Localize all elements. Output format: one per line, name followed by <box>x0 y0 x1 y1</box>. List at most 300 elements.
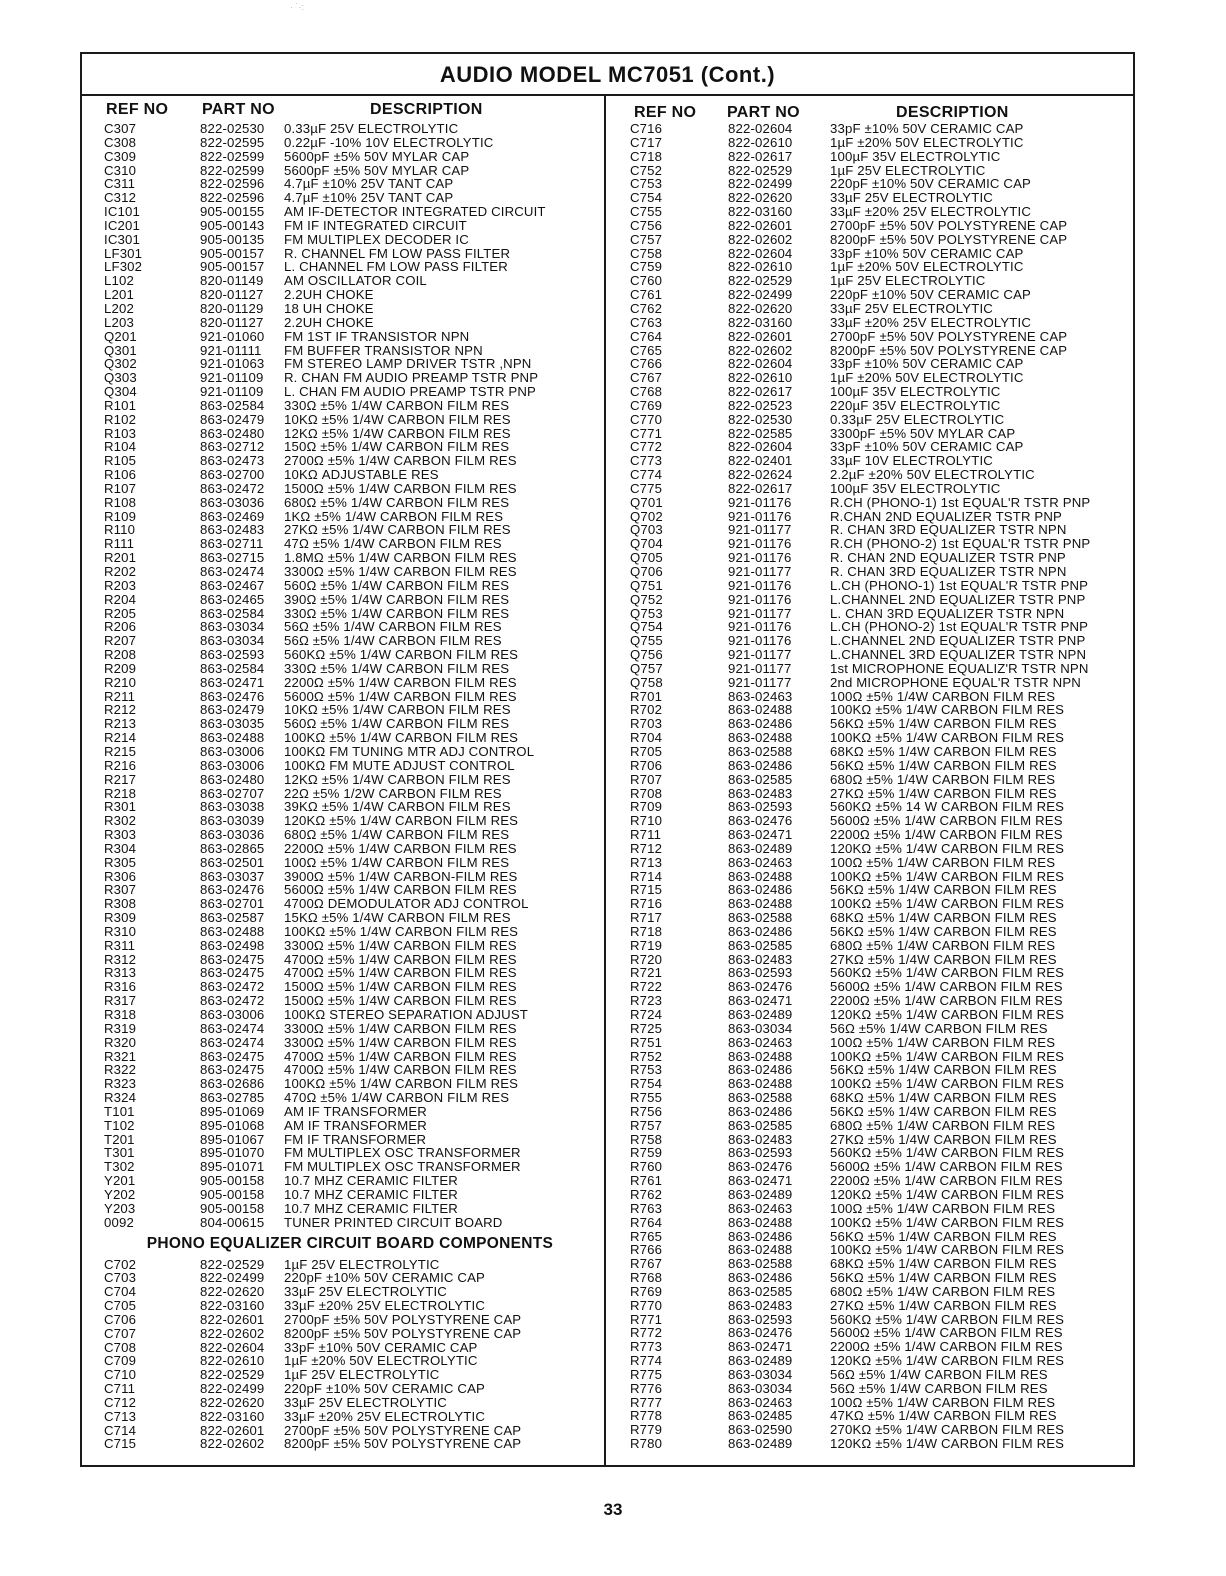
description-cell: L.CH (PHONO-1) 1st EQUAL'R TSTR PNP <box>830 577 1089 593</box>
table-row <box>100 593 600 607</box>
table-row <box>100 1368 600 1382</box>
part-no-cell: 921-01176 <box>728 591 792 607</box>
left-rows <box>100 122 600 1230</box>
description-cell: 33pF ±10% 50V CERAMIC CAP <box>830 245 1024 261</box>
ref-no-cell: R101 <box>104 397 137 413</box>
table-row <box>100 634 600 648</box>
part-no-cell: 863-02701 <box>200 896 265 912</box>
description-cell: 33pF ±10% 50V CERAMIC CAP <box>830 356 1024 372</box>
ref-no-cell: R106 <box>104 467 137 483</box>
description-cell: FM 1ST IF TRANSISTOR NPN <box>284 328 470 344</box>
ref-no-cell: Q201 <box>104 328 137 344</box>
part-no-cell: 822-02601 <box>200 1311 265 1327</box>
description-cell: 8200pF ±5% 50V POLYSTYRENE CAP <box>284 1325 522 1341</box>
part-no-cell: 863-02471 <box>728 1173 793 1189</box>
description-cell: 0.22µF -10% 10V ELECTROLYTIC <box>284 134 494 150</box>
description-cell: 0.33µF 25V ELECTROLYTIC <box>284 121 459 136</box>
part-no-cell: 863-02488 <box>728 1214 793 1230</box>
table-row <box>626 842 1131 856</box>
ref-no-cell: L203 <box>104 314 134 330</box>
description-cell: 10.7 MHZ CERAMIC FILTER <box>284 1186 458 1202</box>
ref-no-cell: L102 <box>104 273 134 289</box>
part-no-cell: 863-02479 <box>200 411 265 427</box>
description-cell: 10.7 MHZ CERAMIC FILTER <box>284 1173 458 1189</box>
ref-no-cell: R109 <box>104 508 137 524</box>
table-row <box>626 925 1131 939</box>
description-cell: R. CHAN FM AUDIO PREAMP TSTR PNP <box>284 370 539 386</box>
header-description: DESCRIPTION <box>370 101 483 118</box>
part-no-cell: 863-02483 <box>200 522 265 538</box>
table-row <box>626 800 1131 814</box>
part-no-cell: 863-02498 <box>200 937 265 953</box>
ref-no-cell: R712 <box>630 840 663 856</box>
table-row <box>626 953 1131 967</box>
description-cell: 27KΩ ±5% 1/4W CARBON FILM RES <box>830 951 1057 967</box>
ref-no-cell: Y201 <box>104 1173 136 1189</box>
table-row <box>626 247 1131 261</box>
description-cell: 390Ω ±5% 1/4W CARBON FILM RES <box>284 591 510 607</box>
ref-no-cell: R725 <box>630 1020 663 1036</box>
ref-no-cell: C771 <box>630 425 663 441</box>
description-cell: 4.7µF ±10% 25V TANT CAP <box>284 190 454 206</box>
part-no-cell: 822-02620 <box>728 190 793 206</box>
part-no-cell: 905-00143 <box>200 217 265 233</box>
part-no-cell: 863-02489 <box>728 840 793 856</box>
table-row <box>626 385 1131 399</box>
ref-no-cell: 0092 <box>104 1214 134 1230</box>
part-no-cell: 863-02590 <box>728 1422 793 1438</box>
description-cell: 33µF 25V ELECTROLYTIC <box>830 190 993 206</box>
part-no-cell: 863-02486 <box>728 1270 793 1286</box>
part-no-cell: 863-03036 <box>200 494 265 510</box>
ref-no-cell: R767 <box>630 1256 663 1272</box>
table-row <box>100 731 600 745</box>
description-cell: 33pF ±10% 50V CERAMIC CAP <box>830 439 1024 455</box>
table-row <box>100 233 600 247</box>
table-row <box>100 787 600 801</box>
description-cell: 1.8MΩ ±5% 1/4W CARBON FILM RES <box>284 550 517 566</box>
part-no-cell: 822-02602 <box>728 231 793 247</box>
table-row <box>626 759 1131 773</box>
description-cell: 10.7 MHZ CERAMIC FILTER <box>284 1200 458 1216</box>
table-row <box>100 966 600 980</box>
description-cell: 1KΩ ±5% 1/4W CARBON FILM RES <box>284 508 504 524</box>
part-no-cell: 863-02463 <box>728 1394 793 1410</box>
ref-no-cell: R770 <box>630 1297 663 1313</box>
description-cell: 2200Ω ±5% 1/4W CARBON FILM RES <box>830 1339 1063 1355</box>
description-cell: 56KΩ ±5% 1/4W CARBON FILM RES <box>830 882 1057 898</box>
ref-no-cell: T201 <box>104 1131 135 1147</box>
part-no-cell: 863-02488 <box>728 896 793 912</box>
description-cell: 68KΩ ±5% 1/4W CARBON FILM RES <box>830 1090 1057 1106</box>
description-cell: 1500Ω ±5% 1/4W CARBON FILM RES <box>284 480 517 496</box>
description-cell: 150Ω ±5% 1/4W CARBON FILM RES <box>284 439 510 455</box>
ref-no-cell: C753 <box>630 176 663 192</box>
description-cell: 100KΩ ±5% 1/4W CARBON FILM RES <box>830 1214 1065 1230</box>
ref-no-cell: Y202 <box>104 1186 136 1202</box>
ref-no-cell: C768 <box>630 384 663 400</box>
part-no-cell: 863-02593 <box>728 1145 793 1161</box>
table-row <box>100 523 600 537</box>
description-cell: 3900Ω ±5% 1/4W CARBON-FILM RES <box>284 868 518 884</box>
description-cell: FM MULTIPLEX DECODER IC <box>284 231 469 247</box>
table-row <box>626 911 1131 925</box>
part-no-cell: 820-01129 <box>200 300 264 316</box>
table-row <box>626 994 1131 1008</box>
part-no-cell: 863-02486 <box>728 882 793 898</box>
description-cell: 100KΩ ±5% 1/4W CARBON FILM RES <box>284 1076 519 1092</box>
right-rows <box>626 122 1131 1451</box>
header-ref-no: REF NO <box>634 104 697 121</box>
ref-no-cell: R723 <box>630 993 663 1009</box>
ref-no-cell: C763 <box>630 314 663 330</box>
ref-no-cell: R762 <box>630 1186 663 1202</box>
part-no-cell: 863-02471 <box>728 1339 793 1355</box>
ref-no-cell: R761 <box>630 1173 663 1189</box>
ref-no-cell: R706 <box>630 757 663 773</box>
ref-no-cell: R307 <box>104 882 137 898</box>
description-cell: 27KΩ ±5% 1/4W CARBON FILM RES <box>830 1297 1057 1313</box>
part-no-cell: 822-02604 <box>728 121 793 136</box>
part-no-cell: 863-02488 <box>728 1048 793 1064</box>
part-no-cell: 895-01071 <box>200 1159 265 1175</box>
table-row <box>626 191 1131 205</box>
table-row <box>100 1285 600 1299</box>
ref-no-cell: R704 <box>630 730 663 746</box>
part-no-cell: 905-00135 <box>200 231 265 247</box>
description-cell: 2700pF ±5% 50V POLYSTYRENE CAP <box>284 1422 522 1438</box>
part-no-cell: 863-02483 <box>728 951 793 967</box>
part-no-cell: 863-02489 <box>728 1353 793 1369</box>
ref-no-cell: R304 <box>104 840 137 856</box>
part-no-cell: 863-03036 <box>200 827 265 843</box>
table-row <box>100 579 600 593</box>
ref-no-cell: C716 <box>630 121 663 136</box>
description-cell: 100µF 35V ELECTROLYTIC <box>830 480 1001 496</box>
table-row <box>626 676 1131 690</box>
description-cell: 100KΩ ±5% 1/4W CARBON FILM RES <box>830 1048 1065 1064</box>
description-cell: 2.2UH CHOKE <box>284 314 374 330</box>
ref-no-cell: R316 <box>104 979 137 995</box>
ref-no-cell: C309 <box>104 148 137 164</box>
part-no-cell: 921-01177 <box>728 660 792 676</box>
table-row <box>100 1216 600 1230</box>
table-row <box>626 1326 1131 1340</box>
table-row <box>626 1437 1131 1451</box>
description-cell: L. CHAN FM AUDIO PREAMP TSTR PNP <box>284 384 536 400</box>
table-row <box>626 966 1131 980</box>
ref-no-cell: R774 <box>630 1353 663 1369</box>
description-cell: 5600Ω ±5% 1/4W CARBON FILM RES <box>830 979 1063 995</box>
table-row <box>100 703 600 717</box>
ref-no-cell: Q301 <box>104 342 137 358</box>
table-row <box>626 1160 1131 1174</box>
description-cell: 33µF 25V ELECTROLYTIC <box>830 300 993 316</box>
ref-no-cell: Q303 <box>104 370 137 386</box>
ref-no-cell: R103 <box>104 425 137 441</box>
ref-no-cell: R753 <box>630 1062 663 1078</box>
part-no-cell: 905-00158 <box>200 1173 265 1189</box>
part-no-cell: 863-02488 <box>728 730 793 746</box>
description-cell: 33µF ±20% 25V ELECTROLYTIC <box>830 314 1031 330</box>
table-row <box>100 164 600 178</box>
ref-no-cell: R771 <box>630 1311 663 1327</box>
ref-no-cell: R306 <box>104 868 137 884</box>
table-row <box>100 510 600 524</box>
table-row <box>100 496 600 510</box>
description-cell: 2200Ω ±5% 1/4W CARBON FILM RES <box>284 674 517 690</box>
part-no-cell: 822-02617 <box>728 384 793 400</box>
description-cell: L.CHANNEL 2ND EQUALIZER TSTR PNP <box>830 591 1086 607</box>
table-row <box>626 440 1131 454</box>
description-cell: FM STEREO LAMP DRIVER TSTR ,NPN <box>284 356 532 372</box>
description-cell: 56Ω ±5% 1/4W CARBON FILM RES <box>284 619 502 635</box>
description-cell: 470Ω ±5% 1/4W CARBON FILM RES <box>284 1090 510 1106</box>
part-no-cell: 863-03006 <box>200 743 265 759</box>
description-cell: 56Ω ±5% 1/4W CARBON FILM RES <box>830 1366 1048 1382</box>
table-row <box>100 1160 600 1174</box>
table-row <box>100 122 600 136</box>
description-cell: AM OSCILLATOR COIL <box>284 273 427 289</box>
table-row <box>626 316 1131 330</box>
description-cell: 10KΩ ±5% 1/4W CARBON FILM RES <box>284 702 511 718</box>
part-no-cell: 905-00158 <box>200 1186 265 1202</box>
table-row <box>626 1285 1131 1299</box>
part-no-cell: 863-02593 <box>728 1311 793 1327</box>
table-row <box>626 302 1131 316</box>
description-cell: R. CHAN 2ND EQUALIZER TSTR PNP <box>830 550 1066 566</box>
part-no-cell: 921-01176 <box>728 550 792 566</box>
table-row <box>100 1382 600 1396</box>
description-cell: 270KΩ ±5% 1/4W CARBON FILM RES <box>830 1422 1065 1438</box>
table-row <box>100 1036 600 1050</box>
table-row <box>626 607 1131 621</box>
description-cell: 2.2µF ±20% 50V ELECTROLYTIC <box>830 467 1035 483</box>
description-cell: 560KΩ ±5% 1/4W CARBON FILM RES <box>284 647 519 663</box>
part-no-cell: 822-02529 <box>728 162 793 178</box>
table-row <box>100 371 600 385</box>
table-row <box>100 1008 600 1022</box>
ref-no-cell: C307 <box>104 121 137 136</box>
part-no-cell: 822-02601 <box>728 217 793 233</box>
table-row <box>100 1299 600 1313</box>
ref-no-cell: R710 <box>630 813 663 829</box>
ref-no-cell: C714 <box>104 1422 137 1438</box>
part-no-cell: 863-02483 <box>728 1131 793 1147</box>
left-column <box>100 98 600 1451</box>
ref-no-cell: R302 <box>104 813 137 829</box>
table-row <box>100 676 600 690</box>
ref-no-cell: R214 <box>104 730 137 746</box>
ref-no-cell: R716 <box>630 896 663 912</box>
table-row <box>626 523 1131 537</box>
table-row <box>100 1077 600 1091</box>
part-no-cell: 863-02485 <box>728 1408 793 1424</box>
table-row <box>100 274 600 288</box>
ref-no-cell: C766 <box>630 356 663 372</box>
description-cell: R. CHAN 3RD EQUALIZER TSTR NPN <box>830 564 1067 579</box>
table-row <box>100 551 600 565</box>
ref-no-cell: C758 <box>630 245 663 261</box>
description-cell: 120KΩ ±5% 1/4W CARBON FILM RES <box>830 1007 1065 1022</box>
part-no-cell: 820-01127 <box>200 287 264 303</box>
ref-no-cell: R208 <box>104 647 137 663</box>
table-row <box>626 1022 1131 1036</box>
part-no-cell: 863-02480 <box>200 771 265 787</box>
table-row <box>626 399 1131 413</box>
ref-no-cell: R757 <box>630 1117 663 1133</box>
table-row <box>100 620 600 634</box>
description-cell: FM MULTIPLEX OSC TRANSFORMER <box>284 1145 521 1161</box>
ref-no-cell: Q755 <box>630 633 663 649</box>
description-cell: 3300pF ±5% 50V MYLAR CAP <box>830 425 1016 441</box>
part-no-cell: 921-01176 <box>728 633 792 649</box>
ref-no-cell: R320 <box>104 1034 137 1050</box>
table-row <box>100 247 600 261</box>
description-cell: 100µF 35V ELECTROLYTIC <box>830 384 1001 400</box>
part-no-cell: 895-01068 <box>200 1117 265 1133</box>
description-cell: 27KΩ ±5% 1/4W CARBON FILM RES <box>830 1131 1057 1147</box>
table-row <box>626 357 1131 371</box>
ref-no-cell: C311 <box>104 176 136 192</box>
table-row <box>100 385 600 399</box>
description-cell: R.CH (PHONO-1) 1st EQUAL'R TSTR PNP <box>830 494 1091 510</box>
table-row <box>626 454 1131 468</box>
part-no-cell: 863-02584 <box>200 605 265 621</box>
table-row <box>100 1424 600 1438</box>
description-cell: 680Ω ±5% 1/4W CARBON FILM RES <box>284 827 510 843</box>
description-cell: 1µF ±20% 50V ELECTROLYTIC <box>830 370 1024 386</box>
ref-no-cell: C704 <box>104 1284 137 1300</box>
part-no-cell: 822-02604 <box>728 356 793 372</box>
ref-no-cell: C760 <box>630 273 663 289</box>
description-cell: 4700Ω ±5% 1/4W CARBON FILM RES <box>284 951 517 967</box>
table-row <box>626 1133 1131 1147</box>
description-cell: 3300Ω ±5% 1/4W CARBON FILM RES <box>284 1034 517 1050</box>
table-row <box>100 883 600 897</box>
description-cell: 2nd MICROPHONE EQUAL'R TSTR NPN <box>830 674 1081 690</box>
ref-no-cell: R204 <box>104 591 137 607</box>
ref-no-cell: R718 <box>630 923 663 939</box>
table-row <box>100 690 600 704</box>
part-no-cell: 822-02529 <box>200 1256 265 1272</box>
description-cell: 68KΩ ±5% 1/4W CARBON FILM RES <box>830 910 1057 926</box>
table-row <box>100 1437 600 1451</box>
part-no-cell: 863-02593 <box>728 799 793 815</box>
table-row <box>100 191 600 205</box>
ref-no-cell: L202 <box>104 300 134 316</box>
ref-no-cell: C761 <box>630 287 663 303</box>
table-row <box>626 1368 1131 1382</box>
description-cell: L.CHANNEL 3RD EQUALIZER TSTR NPN <box>830 647 1087 663</box>
table-row <box>626 620 1131 634</box>
description-cell: 1µF 25V ELECTROLYTIC <box>284 1256 440 1272</box>
ref-no-cell: R111 <box>104 536 135 552</box>
part-no-cell: 822-02604 <box>728 245 793 261</box>
description-cell: 5600Ω ±5% 1/4W CARBON FILM RES <box>284 688 517 704</box>
ref-no-cell: C769 <box>630 397 663 413</box>
table-row <box>100 1327 600 1341</box>
ref-no-cell: R218 <box>104 785 137 801</box>
ref-no-cell: C774 <box>630 467 663 483</box>
ref-no-cell: Q702 <box>630 508 663 524</box>
description-cell: 2200Ω ±5% 1/4W CARBON FILM RES <box>830 827 1063 843</box>
description-cell: 100Ω ±5% 1/4W CARBON FILM RES <box>830 1200 1056 1216</box>
description-cell: AM IF-DETECTOR INTEGRATED CIRCUIT <box>284 204 546 220</box>
part-no-cell: 863-02483 <box>728 785 793 801</box>
description-cell: 1µF 25V ELECTROLYTIC <box>830 273 986 289</box>
description-cell: 1µF ±20% 50V ELECTROLYTIC <box>284 1353 478 1369</box>
ref-no-cell: T102 <box>104 1117 135 1133</box>
description-cell: 18 UH CHOKE <box>284 300 374 316</box>
description-cell: FM IF TRANSFORMER <box>284 1131 427 1147</box>
part-no-cell: 863-02476 <box>200 688 265 704</box>
ref-no-cell: C312 <box>104 190 137 206</box>
table-row <box>626 1105 1131 1119</box>
ref-no-cell: LF301 <box>104 245 143 261</box>
part-no-cell: 822-02604 <box>200 1339 265 1355</box>
page-number: 33 <box>603 1500 623 1519</box>
part-no-cell: 863-02715 <box>200 550 265 566</box>
description-cell: 8200pF ±5% 50V POLYSTYRENE CAP <box>830 342 1068 358</box>
ref-no-cell: R311 <box>104 937 136 953</box>
description-cell: AM IF TRANSFORMER <box>284 1117 427 1133</box>
table-row <box>626 1271 1131 1285</box>
part-no-cell: 863-02474 <box>200 564 265 579</box>
table-row <box>626 897 1131 911</box>
table-row <box>100 260 600 274</box>
description-cell: 220pF ±10% 50V CERAMIC CAP <box>830 287 1031 303</box>
ref-no-cell: Q751 <box>630 577 663 593</box>
part-no-cell: 863-02686 <box>200 1076 265 1092</box>
description-cell: 33µF 25V ELECTROLYTIC <box>284 1284 447 1300</box>
description-cell: 680Ω ±5% 1/4W CARBON FILM RES <box>284 494 510 510</box>
ref-no-cell: R776 <box>630 1380 663 1396</box>
part-no-cell: 863-02712 <box>200 439 265 455</box>
table-row <box>100 662 600 676</box>
table-row <box>100 413 600 427</box>
table-row <box>626 828 1131 842</box>
ref-no-cell: R701 <box>630 688 663 704</box>
table-row <box>100 1313 600 1327</box>
part-no-cell: 863-02472 <box>200 993 265 1009</box>
table-row <box>626 883 1131 897</box>
table-row <box>100 427 600 441</box>
ref-no-cell: R768 <box>630 1270 663 1286</box>
description-cell: 5600pF ±5% 50V MYLAR CAP <box>284 148 470 164</box>
part-no-cell: 895-01069 <box>200 1103 265 1119</box>
part-no-cell: 822-02610 <box>728 370 793 386</box>
table-row <box>626 717 1131 731</box>
ref-no-cell: R755 <box>630 1090 663 1106</box>
part-no-cell: 863-02488 <box>200 923 265 939</box>
part-no-cell: 863-02584 <box>200 660 265 676</box>
table-row <box>100 842 600 856</box>
table-row <box>100 897 600 911</box>
table-row <box>626 773 1131 787</box>
table-row <box>626 1036 1131 1050</box>
part-no-cell: 863-02467 <box>200 577 265 593</box>
table-row <box>100 1022 600 1036</box>
part-no-cell: 863-02475 <box>200 1048 265 1064</box>
table-row <box>100 1202 600 1216</box>
part-no-cell: 863-03035 <box>200 716 265 732</box>
part-no-cell: 863-02475 <box>200 951 265 967</box>
part-no-cell: 822-02530 <box>200 121 265 136</box>
table-row <box>100 177 600 191</box>
table-row <box>100 648 600 662</box>
ref-no-cell: C755 <box>630 204 663 220</box>
